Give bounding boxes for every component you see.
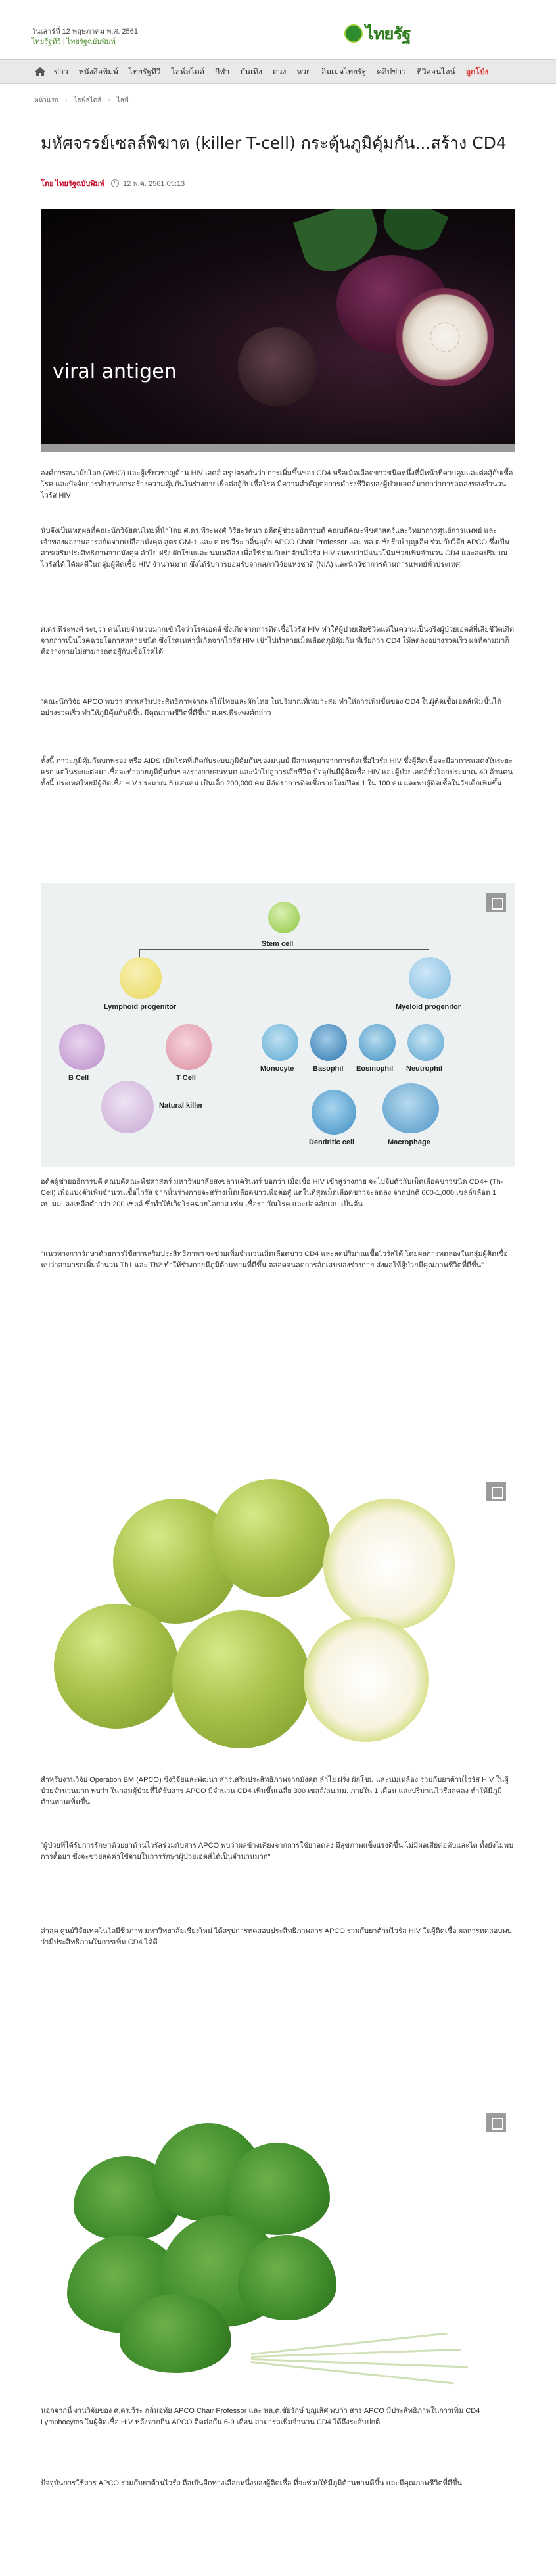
lymphoid-progenitor-shape bbox=[120, 957, 162, 999]
clock-icon bbox=[111, 179, 119, 187]
chevron-right-icon: › bbox=[64, 97, 68, 104]
link-thairath-print[interactable]: ไทยรัฐฉบับพิมพ์ bbox=[66, 38, 116, 46]
diagram-label: Myeloid progenitor bbox=[396, 1003, 461, 1011]
guava-fruit bbox=[172, 1610, 310, 1748]
nav-item-sport[interactable]: กีฬา bbox=[215, 66, 230, 76]
expand-icon[interactable] bbox=[486, 893, 506, 912]
article-paragraph: สำหรับงานวิจัย Operation BM (APCO) ซึ่งวิจัยและพัฒนา สารเสริมประสิทธิภาพจากมังคุด ลำไย ฝรั่ง ผักโขม และนมเหลือง ร่วมกับยาต้านไวรัส HIV ในผู้ป่วยจำนวนมาก พบว่า ในกลุ่มผู้ป่วยที่ได้รับสาร APCO มีจำนวน CD4 เพิ่มขึ้นเฉลี่ย 300 เซลล์/ลบ.มม. ภายใน 1 เดือน และปริมาณไวรัสลดลง ทำให้มีภูมิต้านทานเพิ่มขึ้น bbox=[41, 1776, 509, 1806]
article-paragraph: ปัจจุบันการใช้สาร APCO ร่วมกับยาต้านไวรัส ถือเป็นอีกทางเลือกหนึ่งของผู้ติดเชื้อ ที่จะช่วยให้มีภูมิต้านทานดีขึ้น และมีคุณภาพชีวิตที่ดีขึ้น bbox=[41, 2479, 463, 2487]
nav-item-tv[interactable]: ไทยรัฐทีวี bbox=[128, 66, 161, 76]
nav-item-tv-online[interactable]: ทีวีออนไลน์ bbox=[416, 66, 455, 76]
article-paragraph: นับจึงเป็นเหตุผลที่คณะนักวิจัยคนไทยที่นำโดย ศ.ดร.พีระพงศ์ วิรียะรัตนา อดีตผู้ช่วยอธิการบดี คณบดีคณะพืชศาสตร์และวิทยาการศูนย์การแพทย์ และเจ้าของผลงานสารสกัดจากเปลือกมังคุด สูตร GM-1 และ ศ.ดร.วีระ กลิ่นอุทัย APCO Chair Professor และ พล.ต.ชัยรักษ์ บุญเลิศ ร่วมกับวิจัย APCO ซึ่งเป็นสารเสริมประสิทธิภาพจากมังคุด ลำไย ฝรั่ง ผักโขมและ นมเหลือง เพื่อใช้ร่วมกับยาต้านไวรัส HIV จนพบว่ามีแนวโน้มช่วยเพิ่มจำนวน CD4 และลดปริมาณไวรัสได้ ได้ผลดีในกลุ่มผู้ติดเชื้อ HIV จำนวนมาก ซึ่งได้รับการยอมรับจากสภาวิจัยแห่งชาติ (NIA) และนักวิชาการด้านการแพทย์ทั่วประเทศ bbox=[41, 527, 510, 569]
monocyte-shape bbox=[262, 1024, 298, 1061]
article-meta bbox=[41, 177, 185, 189]
expand-icon[interactable] bbox=[486, 1482, 506, 1501]
hero-label: viral antigen bbox=[53, 360, 177, 383]
link-thairath-tv[interactable]: ไทยรัฐทีวี bbox=[32, 38, 61, 46]
nav-item-newspaper[interactable]: หนังสือพิมพ์ bbox=[78, 66, 118, 76]
breadcrumb-section[interactable]: ไลฟ์สไตล์ bbox=[74, 97, 102, 104]
nav-item-lottery[interactable]: หวย bbox=[296, 66, 312, 76]
article-paragraph: ศ.ดร.พีระพงศ์ ระบุว่า คนไทยจำนวนมากเข้าใจว่าโรคเอดส์ ซึ่งเกิดจากการติดเชื้อไวรัส HIV ทำให้ผู้ป่วยเสียชีวิตแต่ในความเป็นจริงผู้ป่วยเอดส์ที่เสียชีวิตเกิดจากการเป็นโรคฉวยโอกาสหลายชนิด ซึ่งโรคเหล่านี้เกิดจากไวรัส HIV เข้าไปทำลายเม็ดเลือดภูมิคุ้มกัน ที่เรียกว่า CD4 ให้ลดลงอย่างรวดเร็ว ผลที่ตามมาก็คือร่างกายไม่สามารถต่อสู้กับเชื้อโรคได้ bbox=[41, 626, 515, 656]
expand-icon[interactable] bbox=[486, 2113, 506, 2132]
diagram-label: Macrophage bbox=[388, 1138, 430, 1146]
logo-emblem bbox=[344, 24, 363, 43]
diagram-label: Neutrophil bbox=[406, 1065, 442, 1073]
guava-fruit bbox=[212, 1479, 330, 1597]
article-paragraph: อดีตผู้ช่วยอธิการบดี คณบดีคณะพืชศาสตร์ มหาวิทยาลัยสงขลานครินทร์ บอกว่า เมื่อเชื้อ HIV เข้าสู่ร่างกาย จะไปจับตัวกับเม็ดเลือดขาวชนิด CD4+ (Th-Cell) เพื่อแบ่งตัวเพิ่มจำนวนเชื้อไวรัส จากนั้นร่างกายจะสร้างเม็ดเลือดขาวเพื่อต่อสู้ แต่ในที่สุดเม็ดเลือดขาวจะลดลง จากปกติ 600-1,000 เซลล์/เลือด 1 ลบ.มม. ลงเหลือต่ำกว่า 200 เซลล์ ซึ่งทำให้เกิดโรคฉวยโอกาส เช่น เชื้อรา วัณโรค และปอดอักเสบ เป็นต้น bbox=[41, 1178, 503, 1208]
header-links: ไทยรัฐทีวี | ไทยรัฐฉบับพิมพ์ bbox=[32, 38, 116, 46]
article-time: 12 พ.ค. 2561 05:13 bbox=[122, 180, 185, 188]
article-paragraph: ทั้งนี้ ภาวะภูมิคุ้มกันบกพร่อง หรือ AIDS เป็นโรคที่เกิดกับระบบภูมิคุ้มกันของมนุษย์ มีสาเหตุมาจากการติดเชื้อไวรัส HIV ซึ่งผู้ติดเชื้อจะมีอาการแสดงในระยะแรก แต่ในระยะต่อมาเชื้อจะทำลายภูมิคุ้มกันของร่างกายจนหมด และนำไปสู่การเสียชีวิต ปัจจุบันมีผู้ติดเชื้อ HIV และผู้ป่วยเอดส์ทั่วโลกประมาณ 40 ล้านคน ทั้งนี้ ประเทศไทยมีผู้ติดเชื้อ HIV ประมาณ 5 แสนคน เป็นเด็ก 200,000 คน มีอัตราการติดเชื้อรายใหม่ปีละ 1 ใน 100 คน และพบผู้ติดเชื้อในวัยเด็กเพิ่มขึ้น bbox=[41, 757, 513, 787]
immune-cell-diagram bbox=[41, 883, 515, 1167]
article-author[interactable]: โดย ไทยรัฐฉบับพิมพ์ bbox=[41, 180, 104, 188]
t-cell-shape bbox=[166, 1024, 212, 1070]
nav-item-clip[interactable]: คลิปข่าว bbox=[377, 66, 406, 76]
diagram-label: Lymphoid progenitor bbox=[104, 1003, 177, 1011]
logo-text: ไทยรัฐ bbox=[365, 24, 411, 44]
natural-killer-shape bbox=[101, 1081, 154, 1133]
article-paragraph: "คณะนักวิจัย APCO พบว่า สารเสริมประสิทธิภาพจากผลไม้ไทยและผักไทย ในปริมาณที่เหมาะสม ทำให้การเพิ่มขึ้นของ CD4 ในผู้ติดเชื้อเอดส์เพิ่มขึ้นได้อย่างรวดเร็ว ทำให้ภูมิคุ้มกันดีขึ้น มีคุณภาพชีวิตที่ดีขึ้น" ศ.ดร.พีระพงศ์กล่าว bbox=[41, 698, 502, 717]
guava-image bbox=[41, 1472, 515, 1762]
article-paragraph: ล่าสุด ศูนย์วิจัยเทคโนโลยีชีวภาพ มหาวิทยาลัยเชียงใหม่ ได้สรุปการทดสอบประสิทธิภาพสาร APCO ร่วมกับยาต้านไวรัส HIV ในผู้ติดเชื้อ ผลการทดสอบพบว่ามีประสิทธิภาพในการเพิ่ม CD4 ได้ดี bbox=[41, 1927, 512, 1946]
breadcrumb-home[interactable]: หน้าแรก bbox=[34, 97, 58, 104]
breadcrumb bbox=[0, 91, 556, 110]
diagram-label: T Cell bbox=[176, 1074, 196, 1082]
nav-item-entertainment[interactable]: บันเทิง bbox=[240, 66, 262, 76]
site-header bbox=[0, 0, 556, 59]
diagram-label: Eosinophil bbox=[356, 1065, 394, 1073]
nav-item-news[interactable]: ข่าว bbox=[54, 66, 68, 76]
article-paragraph: องค์การอนามัยโลก (WHO) และผู้เชี่ยวชาญด้าน HIV เอดส์ สรุปตรงกันว่า การเพิ่มขึ้นของ CD4 หรือเม็ดเลือดขาวชนิดหนึ่งที่มีหน้าที่ควบคุมและต่อสู้กับเชื้อโรค และปัจจัยการทำงานการสร้างความคุ้มกันในร่างกายเพื่อต่อสู้กับเชื้อโรค มีความสำคัญต่อการดำรงชีวิตของผู้ป่วยเอดส์มากกว่าการลดลงของจำนวนไวรัส HIV bbox=[41, 469, 513, 500]
breadcrumb-subsection[interactable]: ไลฟ์ bbox=[116, 97, 129, 104]
main-nav bbox=[0, 59, 556, 84]
nav-item-lifestyle[interactable]: ไลฟ์สไตล์ bbox=[171, 66, 205, 76]
vegetable-image bbox=[41, 2103, 515, 2393]
article-paragraph: "แนวทางการรักษาด้วยการใช้สารเสริมประสิทธิภาพฯ จะช่วยเพิ่มจำนวนเม็ดเลือดขาว CD4 และลดปริมาณเชื้อไวรัสได้ โดยผลการทดลองในกลุ่มผู้ติดเชื้อพบว่าสามารถเพิ่มจำนวน Th1 และ Th2 ทำให้ร่างกายมีภูมิต้านทานที่ดีขึ้น ตลอดจนลดการอักเสบของร่างกาย ส่งผลให้ผู้ป่วยมีคุณภาพชีวิตที่ดีขึ้น" bbox=[41, 1250, 509, 1269]
macrophage-shape bbox=[382, 1083, 439, 1133]
chevron-right-icon: › bbox=[108, 97, 110, 104]
neutrophil-shape bbox=[407, 1024, 444, 1061]
header-date: วันเสาร์ที่ 12 พฤษภาคม พ.ศ. 2561 bbox=[32, 28, 138, 35]
b-cell-shape bbox=[59, 1024, 105, 1070]
diagram-label: B Cell bbox=[68, 1074, 89, 1082]
article-title: มหัศจรรย์เซลล์พิฆาต (killer T-cell) กระตุ้นภูมิคุ้มกัน...สร้าง CD4 bbox=[41, 133, 507, 152]
guava-slice bbox=[323, 1499, 455, 1630]
guava-fruit bbox=[54, 1604, 179, 1729]
home-icon[interactable] bbox=[34, 66, 46, 77]
nav-item-highlight[interactable]: ลูกโป่ง bbox=[465, 66, 489, 76]
stem-cell-shape bbox=[268, 902, 300, 933]
diagram-label: Dendritic cell bbox=[309, 1138, 355, 1146]
hero-image bbox=[41, 209, 515, 452]
article-paragraph: "ผู้ป่วยที่ได้รับการรักษาด้วยยาต้านไวรัสร่วมกับสาร APCO พบว่าผลข้างเคียงจากการใช้ยาลดลง มีสุขภาพแข็งแรงดีขึ้น ไม่มีผลเสียต่อตับและไต ทั้งยังไม่พบการดื้อยา ซึ่งจะช่วยลดค่าใช้จ่ายในการรักษาผู้ป่วยเอดส์ได้เป็นจำนวนมาก" bbox=[41, 1842, 514, 1861]
diagram-label: Stem cell bbox=[262, 940, 294, 948]
diagram-label: Basophil bbox=[313, 1065, 344, 1073]
dendritic-cell-shape bbox=[312, 1090, 356, 1135]
basophil-shape bbox=[310, 1024, 347, 1061]
myeloid-progenitor-shape bbox=[409, 957, 451, 999]
nav-item-horoscope[interactable]: ดวง bbox=[272, 66, 287, 76]
eosinophil-shape bbox=[359, 1024, 396, 1061]
article-paragraph: นอกจากนี้ งานวิจัยของ ศ.ดร.วีระ กลิ่นอุทัย APCO Chair Professor และ พล.ต.ชัยรักษ์ บุญเลิศ พบว่า สาร APCO มีประสิทธิภาพในการเพิ่ม CD4 Lymphocytes ในผู้ติดเชื้อ HIV หลังจากกิน APCO ติดต่อกัน 6-9 เดือน สามารถเพิ่มจำนวน CD4 ได้ถึงระดับปกติ bbox=[41, 2407, 480, 2426]
diagram-label: Monocyte bbox=[260, 1065, 294, 1073]
diagram-label: Natural killer bbox=[159, 1102, 203, 1110]
site-logo[interactable] bbox=[344, 21, 411, 46]
nav-item-image[interactable]: อิมเมจไทยรัฐ bbox=[321, 66, 367, 76]
guava-slice bbox=[304, 1617, 429, 1742]
virus-cell-shape bbox=[238, 327, 317, 406]
